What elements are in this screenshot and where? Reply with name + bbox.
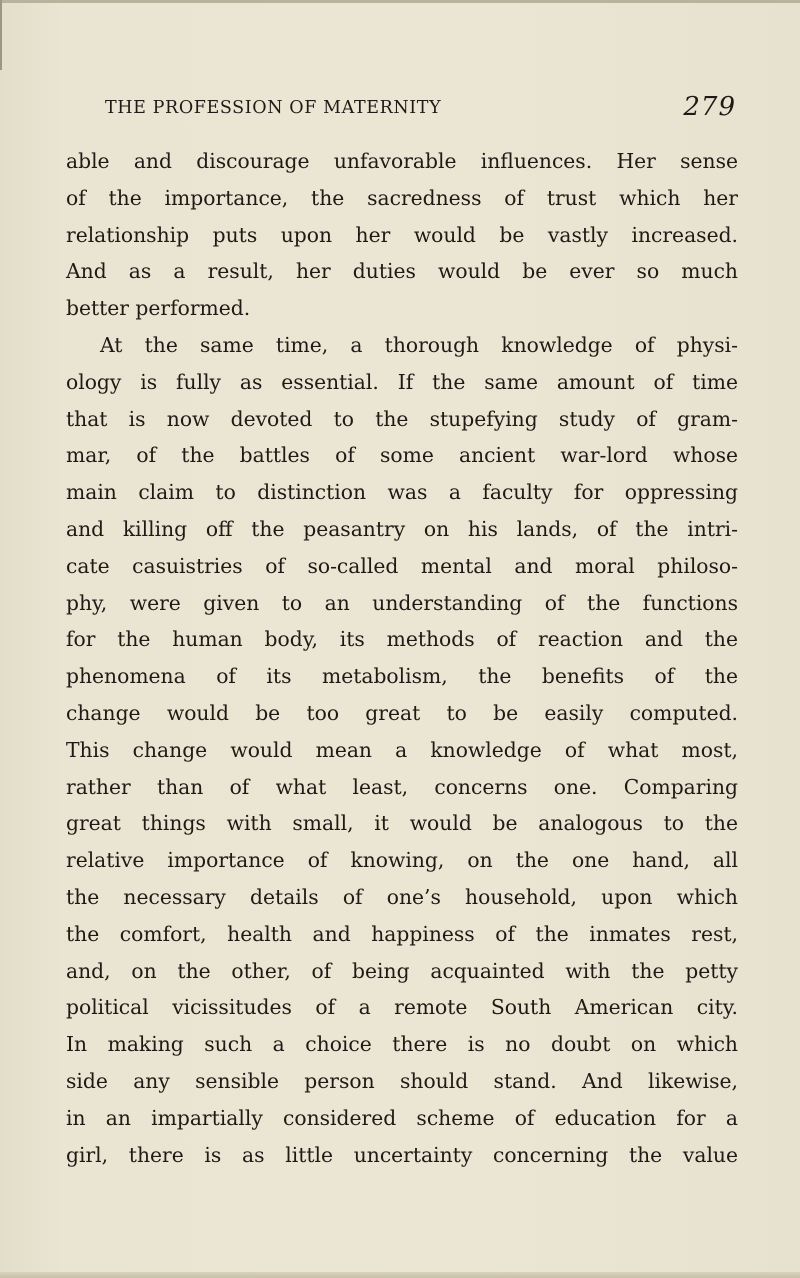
page-left-edge <box>0 0 2 70</box>
text-line: political vicissitudes of a remote South American city. <box>66 995 738 1020</box>
text-line: And as a result, her duties would be ever so much <box>66 259 738 284</box>
text-line: change would be too great to be easily computed. <box>66 700 738 725</box>
body-text <box>66 143 738 1173</box>
text-line: In making such a choice there is no doubt on which <box>66 1032 738 1057</box>
text-line: able and discourage unfavorable influences. Her sense <box>66 149 738 173</box>
text-line: rather than of what least, concerns one. Comparing <box>66 774 738 799</box>
text-line: the necessary details of one’s household, upon which <box>66 884 738 909</box>
text-line: for the human body, its methods of reaction and the <box>66 627 738 652</box>
text-line: and, on the other, of being acquainted with the petty <box>66 958 738 983</box>
text-line: the comfort, health and happiness of the inmates rest, <box>66 921 738 946</box>
text-line: main claim to distinction was a faculty for oppressing <box>66 480 738 505</box>
text-line: At the same time, a thorough knowledge of physi- <box>100 332 738 357</box>
running-head: THE PROFESSION OF MATERNITY <box>105 98 442 118</box>
text-line: side any sensible person should stand. And likewise, <box>66 1068 738 1093</box>
page-number: 279 <box>683 92 736 122</box>
page-header <box>66 92 738 128</box>
text-line: phy, were given to an understanding of the functions <box>66 590 738 615</box>
text-line: and killing off the peasantry on his lands, of the intri- <box>66 516 738 541</box>
text-line: ology is fully as essential. If the same amount of time <box>66 369 738 394</box>
text-line: This change would mean a knowledge of what most, <box>66 737 738 762</box>
text-line: in an impartially considered scheme of education for a <box>66 1105 738 1130</box>
text-line: phenomena of its metabolism, the benefits of the <box>66 664 738 689</box>
text-line: great things with small, it would be analogous to the <box>66 811 738 836</box>
text-line: better performed. <box>66 296 251 321</box>
text-line: relative importance of knowing, on the one hand, all <box>66 848 738 873</box>
text-line: cate casuistries of so-called mental and moral philoso- <box>66 553 738 578</box>
text-line: relationship puts upon her would be vastly increased. <box>66 222 738 247</box>
text-line: girl, there is as little uncertainty concerning the value <box>66 1142 738 1167</box>
page-bottom-edge <box>0 1272 800 1278</box>
text-line: mar, of the battles of some ancient war-lord whose <box>66 443 738 468</box>
text-line: of the importance, the sacredness of trust which her <box>66 185 738 210</box>
page-top-edge <box>0 0 800 3</box>
text-line: that is now devoted to the stupefying study of gram- <box>66 406 738 431</box>
